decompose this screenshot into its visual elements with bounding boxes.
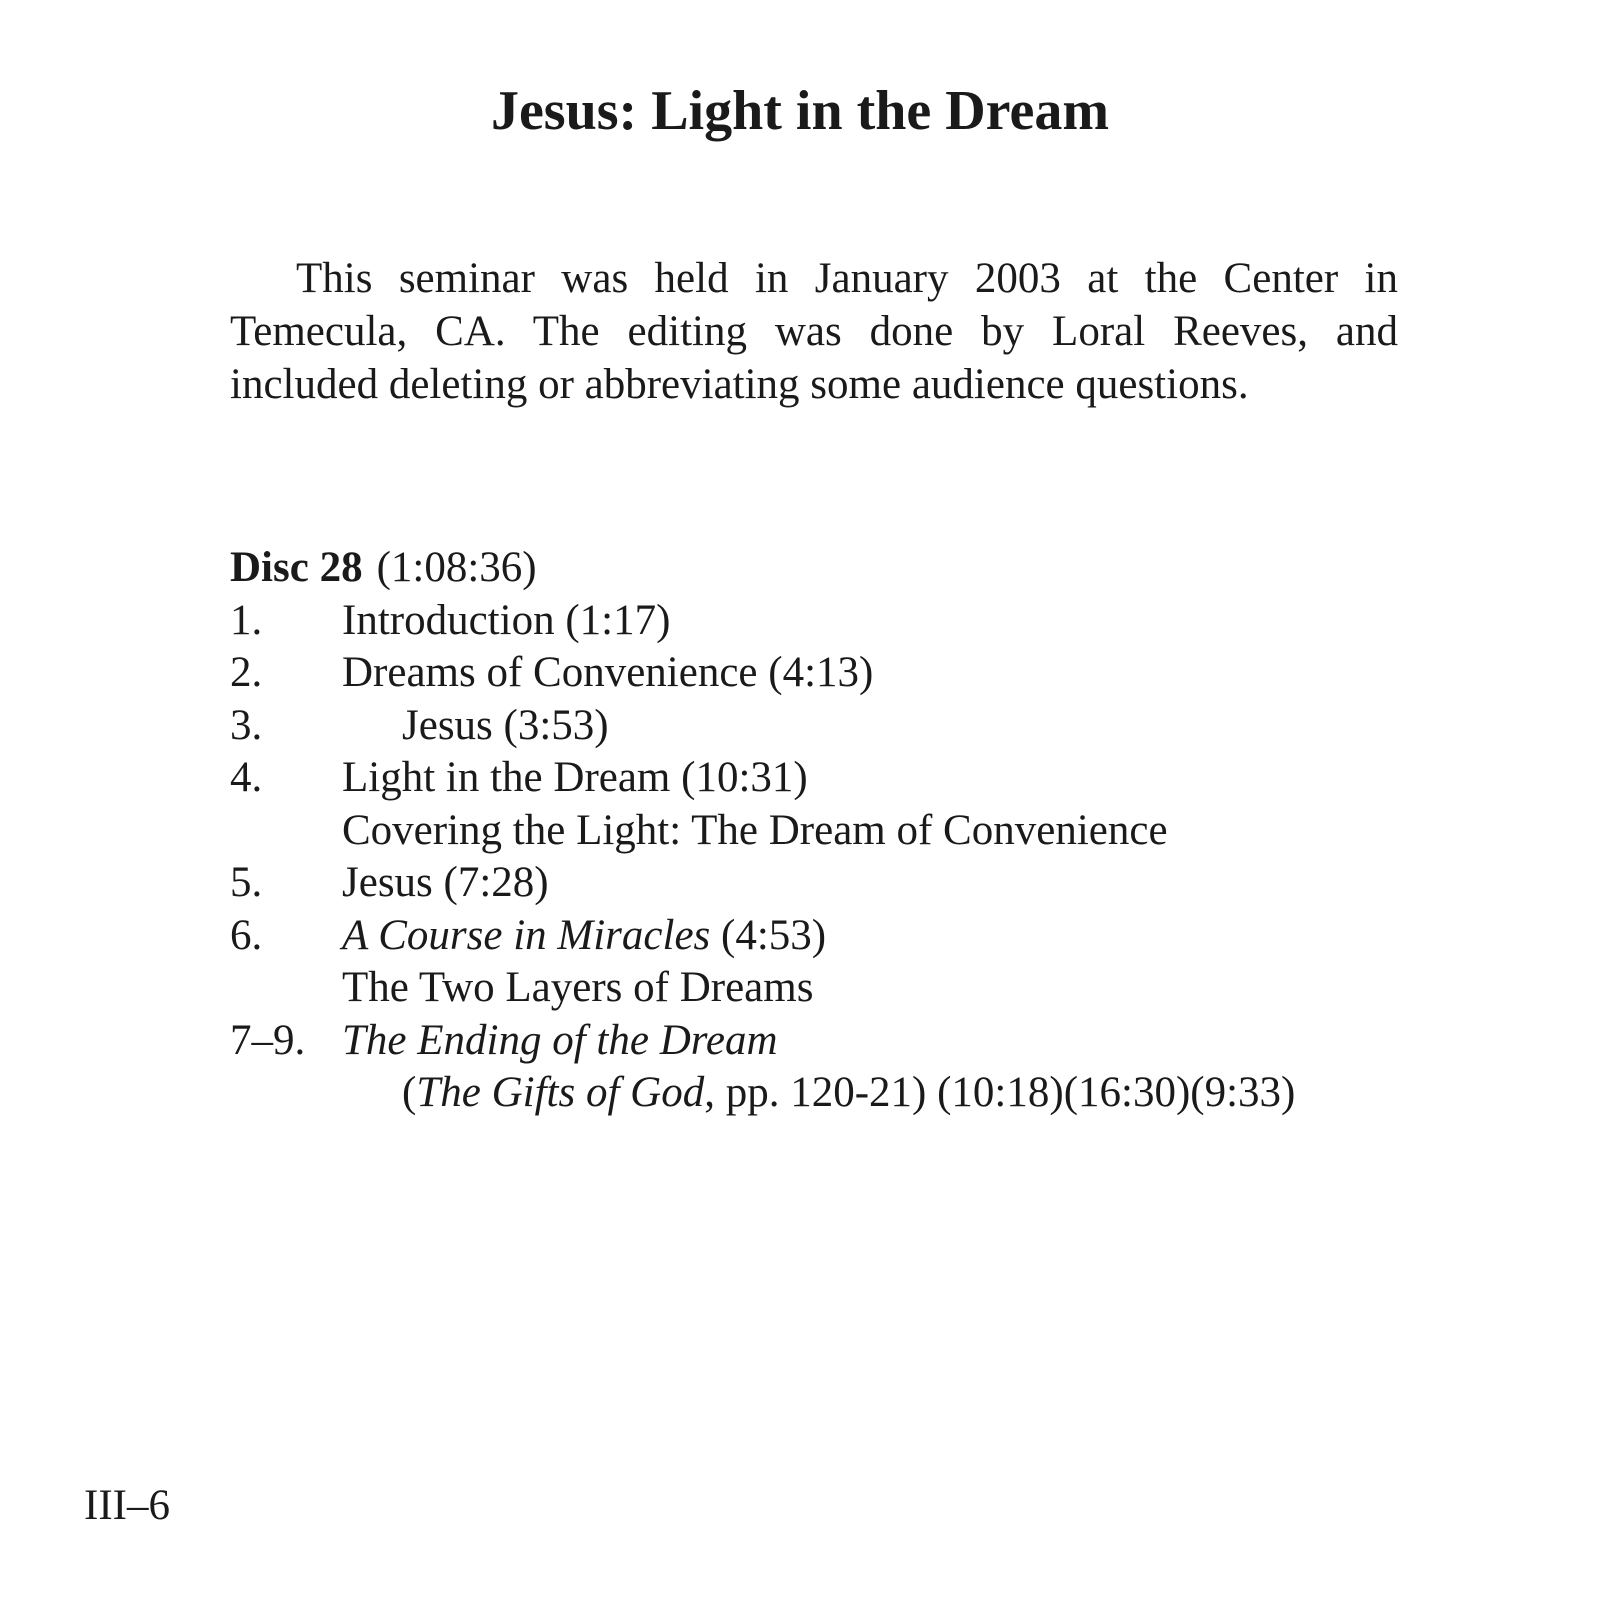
track-number: 2. [230,649,263,696]
track-label [342,910,826,963]
disc-contents [230,542,1480,1120]
track-source-open: ( [402,1069,417,1116]
track-label: Light in the Dream (10:31) [342,754,808,801]
disc-heading [230,542,1480,595]
track-item-6-subtitle [230,962,1480,1015]
page-title: Jesus: Light in the Dream [490,80,1110,142]
track-number: 5. [230,859,263,906]
track-item-4-subtitle [230,805,1480,858]
track-item-6 [230,910,1480,963]
track-number: 4. [230,754,263,801]
page-number: III–6 [84,1482,170,1529]
track-item-5 [230,857,1480,910]
track-source-rest: , pp. 120-21) (10:18)(16:30)(9:33) [704,1069,1296,1116]
track-item-3 [230,700,1480,753]
track-item-7-9-source [230,1067,1480,1120]
track-number: 1. [230,596,263,644]
track-label: Jesus (3:53) [402,701,609,749]
track-subtitle: The Two Layers of Dreams [342,964,814,1011]
disc-duration: (1:08:36) [376,544,537,591]
track-item-4 [230,752,1480,805]
disc-label: Disc 28 [230,544,363,591]
track-item-7-9 [230,1015,1480,1068]
track-source [402,1067,1295,1120]
track-label: Dreams of Convenience (4:13) [342,649,874,696]
track-duration: (4:53) [710,911,827,959]
track-source-italic: The Gifts of God [416,1069,705,1116]
track-number: 6. [230,911,263,959]
track-number: 7–9. [230,1016,306,1064]
track-title-italic: A Course in Miracles [342,911,711,959]
track-subtitle: Covering the Light: The Dream of Convenience [342,806,1168,854]
intro-paragraph: This seminar was held in January 2003 at the Center in Temecula, CA. The editing was done by Loral Reeves, and included deleting or abbreviating some audience questions. [230,255,1398,408]
track-number: 3. [230,701,263,749]
track-item-2 [230,647,1480,700]
track-label: The Ending of the Dream [342,1016,778,1064]
track-label: Introduction (1:17) [342,596,671,644]
track-item-1 [230,595,1480,648]
track-label: Jesus (7:28) [342,859,549,906]
